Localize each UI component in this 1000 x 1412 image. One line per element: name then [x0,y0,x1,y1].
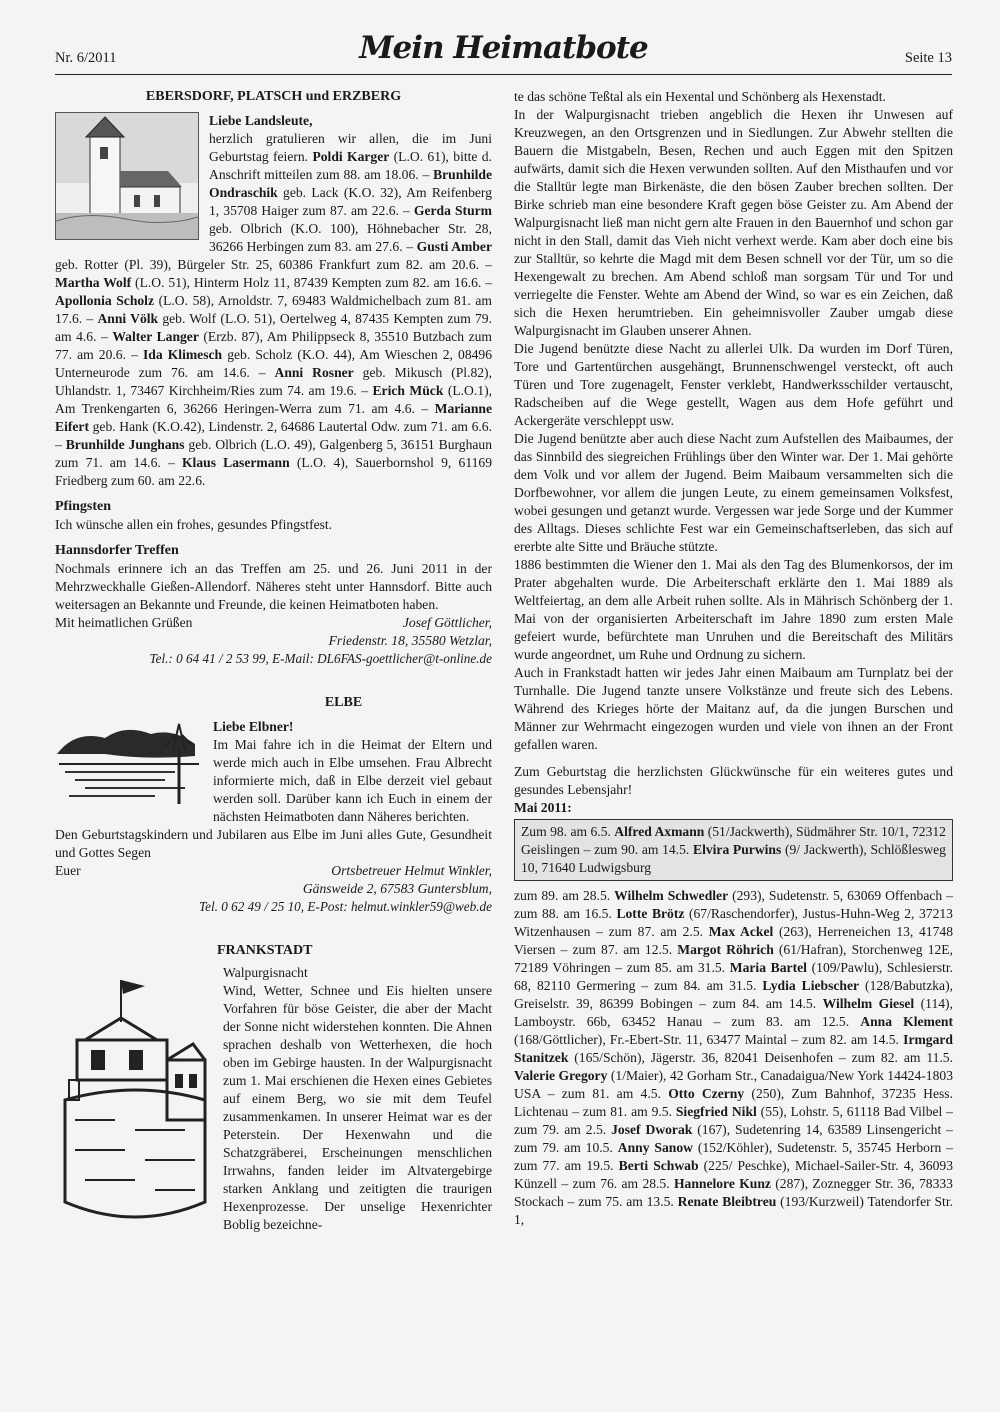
birthday-wishes-intro: Zum Geburtstag die herzlichsten Glückwünsche für ein weiteres gutes und gesundes Lebensjahr! [514,764,953,797]
page-number: Seite 13 [904,50,952,66]
section-title-hannsdorf: Hannsdorfer Treffen [55,543,179,558]
article-paragraph-5: 1886 bestimmten die Wiener den 1. Mai als den Tag des Blumenkorsos, der im Prater abgehalten wurde. Die Arbeiterschaft erklärte den 1. Mai 1889 als Weltfeiertag, an dem alle Arbeit ruhen sollte. Als in Mährisch Schönberg der 1. Mai von der organisierten Arbeiterschaft im Jahre 1890 zum ersten Male gefeiert wurde, befürchtete man Unruhen und die Bereitschaft des Militärs wurde angeordnet, um Ruhe und Ordnung zu sichern. [514,557,953,662]
highlight-box: Zum 98. am 6.5. Alfred Axmann (51/Jackwerth), Südmährer Str. 10/1, 72312 Geislingen – zum 90. am 14.5. Elvira Purwins (9/ Jackwerth), Schlößlesweg 10, 71640 Ludwigsburg [514,819,953,881]
frankstadt-text: Wind, Wetter, Schnee und Eis hielten unsere Vorfahren für böse Geister, die aber der Macht der Sonne nicht widerstehen konnten. Die Ahnen sprachen deshalb von Wetterhexen, die hoch oben im Gebirge hausten. In der Walpurgisnacht zum 1. Mai erschienen die Hexen eines Gebietes auf einem Berg, wo sie mit dem Teufel zusammenkamen. In unserer Heimat war es der Peterstein. Der Hexenwahn und die Schatzgräberei, Erscheinungen menschlichen Irrwahns, fanden leider im Altvatergebirge starken Anklang und zeitigten die traurigen Hexenprozesse. Der unselige Hexenrichter Boblig bezeichne- [223,983,492,1232]
article-paragraph-4: Die Jugend benützte aber auch diese Nacht zum Aufstellen des Maibaumes, der das Sinnbild des siegreichen Frühlings über den Winter war. Der 1. Mai gehörte dem Volk und vor allem der Jugend. Beim Maibaum versammelten sich die Dorfbewohner, vor allem die jungen Leute, zu einem gemeinsamen Volksfest, wobei gesungen und getanzt wurde. Vergessen war jede Sorge und der Kummer des Alltags. Dieses schlichte Fest war ein Gemeinschaftserleben, das sich auf ererbte alte Sitte und Bräuche stützte. [514,431,953,554]
left-column: EBERSDORF, PLATSCH und ERZBERG Liebe Landsleute, herzlich gratulieren wir allen, die im Juni Geburtstag feiern. Poldi Karger (L.O. 61), bitte d. Anschrift mitteilen zum 88. am 18.06. – Brunhilde Ondraschik geb. Lack (K.O. 32), Am Reifenberg 1, 35708 Haiger zum 87. am 22.6. – Gerda Sturm geb. Olbrich (K.O. 100), Höhnebacher Str. 28, 36266 Herbingen zum 83. am 27.6. – Gusti Amber geb. Rotter (Pl. 39), Bürgeler Str. 25, 60386 Frankfurt zum 82. am 20.6. – Martha Wolf (L.O. 51), Hinterm Holz 11, 87439 Kempten zum 82. am 16.6. – Apollonia Scholz (L.O. 58), Arnoldstr. 7, 69483 Waldmichelbach zum 81. am 17.6. – Anni Völk geb. Wolf (L.O. 51), Oertelweg 4, 87435 Kempten zum 79. am 4.6. – Walter Langer (Erzb. 87), Am Philippseck 8, 35510 Butzbach zum 77. am 20.6. – Ida Klimesch geb. Scholz (K.O. 44), Am Wieschen 2, 08496 Unterneurode zum 76. am 14.6. – Anni Rosner geb. Mikusch (Pl.82), Uhlandstr. 1, 73467 Kirchheim/Ries zum 74. am 19.6. – Erich Mück (L.O.1), Am Trenkengarten 6, 36266 Heringen-Werra zum 71. am 4.6. – Marianne Eifert geb. Hank (K.O.42), Lindenstr. 2, 64686 Lautertal Odw. zum 71. am 6.6. – Brunhilde Junghans geb. Olbrich (L.O. 49), Galgenberg 5, 36151 Burghaun zum 71. am 14.6. – Klaus Lasermann (L.O. 4), Sauerbornshol 9, 61169 Friedberg zum 60. am 22.6. Pfingsten Ich wünsche allen ein frohes, gesundes Pfingstfest. Hannsdorfer Treffen Nochmals erinnere ich an das Treffen am 25. und 26. Juni 2011 in der Mehrzweckhalle Gießen-Allendorf. Näheres steht unter Hannsdorf. Bitte auch weitersagen an Bekannte und Freunde, die keinen Heimatboten haben. Mit heimatlichen Grüßen Josef Göttlicher, Friedenstr. 18, 35580 Wetzlar, Tel.: 0 64 41 / 2 53 99, E-Mail: DL6FAS-goettlicher@t-online.de ELBE Liebe Elbner! Im Mai fahre ich in die Heimat der Eltern und werde mich auch in Elbe umsehen. Frau Albrecht informierte mich, daß in Elbe derzeit viel gebaut werden soll. Darüber kann ich Euch in einem der nächsten Heimatboten dann Näheres berichten. Den Geburtstagskindern und Jubilaren aus Elbe im Juni alles Gute, Gesundheit und Gottes Segen Euer Ortsbetreuer Helmut Winkler, Gänsweide 2, 67583 Guntersblum, Tel. 0 62 49 / 25 10, E-Post: helmut.winkler59@web.de FRANKSTADT Walpurgisnacht Wind, Wetter, Schnee und Eis hielten unsere Vorfahren für böse Geister, die aber der Macht der Sonne nicht widerstehen konnten. Die Ahnen sprachen deshalb von Wetterhexen, die hoch oben im Gebirge hausten. In der Walpurgisnacht zum 1. Mai erschienen die Hexen eines Gebietes auf einem Berg, wo sie mit dem Teufel zusammenkamen. In unserer Heimat war es der Peterstein. Der Hexenwahn und die Schatzgräberei, Erscheinungen menschlichen Irrwahns, fanden leider im Altvatergebirge starken Anklang und zeitigten die traurigen Hexenprozesse. Der unselige Hexenrichter Boblig bezeichne- [55,88,492,1242]
hannsdorf-signature: Mit heimatlichen Grüßen Josef Göttlicher, [55,615,492,630]
elbe-wishes: Den Geburtstagskindern und Jubilaren aus Elbe im Juni alles Gute, Gesundheit und Gottes Segen [55,827,492,860]
article-paragraph-1: te das schöne Teßtal als ein Hexental und Schönberg als Hexenstadt. [514,89,886,104]
section-title-pfingsten: Pfingsten [55,499,111,514]
article-paragraph-6: Auch in Frankstadt hatten wir jedes Jahr einen Maibaum am Turnplatz bei der Turnhalle. Die Jugend tanzte unsere Volkstänze und freute sich des Lebens. Während des Krieges hörte der Maitanz auf, da die jungen Burschen und Männer zur Wehrmacht eingezogen wurden und viele von ihnen an der Front gefallen waren. [514,665,953,752]
masthead-title: Mein Heimatbote [359,30,648,66]
church-illustration [55,112,199,240]
frankstadt-subtitle: Walpurgisnacht [223,965,308,980]
page-header [55,30,952,75]
salutation: Liebe Landsleute, [209,113,313,128]
right-column [514,88,953,1229]
section-title-ebersdorf: EBERSDORF, PLATSCH und ERZBERG [145,89,402,104]
birthday-list-ebersdorf: herzlich gratulieren wir allen, die im Juni Geburtstag feiern. Poldi Karger (L.O. 61), bitte d. Anschrift mitteilen zum 88. am 18.06. – Brunhilde Ondraschik geb. Lack (K.O. 32), Am Reifenberg 1, 35708 Haiger zum 87. am 22.6. – Gerda Sturm geb. Olbrich (K.O. 100), Höhnebacher Str. 28, 36266 Herbingen zum 83. am 27.6. – Gusti Amber geb. Rotter (Pl. 39), Bürgeler Str. 25, 60386 Frankfurt zum 82. am 20.6. – Martha Wolf (L.O. 51), Hinterm Holz 11, 87439 Kempten zum 82. am 16.6. – Apollonia Scholz (L.O. 58), Arnoldstr. 7, 69483 Waldmichelbach zum 81. am 17.6. – Anni Völk geb. Wolf (L.O. 51), Oertelweg 4, 87435 Kempten zum 79. am 4.6. – Walter Langer (Erzb. 87), Am Philippseck 8, 35510 Butzbach zum 77. am 20.6. – Ida Klimesch geb. Scholz (K.O. 44), Am Wieschen 2, 08496 Unterneurode zum 76. am 14.6. – Anni Rosner geb. Mikusch (Pl.82), Uhlandstr. 1, 73467 Kirchheim/Ries zum 74. am 19.6. – Erich Mück (L.O.1), Am Trenkengarten 6, 36266 Heringen-Werra zum 71. am 4.6. – Marianne Eifert geb. Hank (K.O.42), Lindenstr. 2, 64686 Lautertal Odw. zum 71. am 6.6. – Brunhilde Junghans geb. Olbrich (L.O. 49), Galgenberg 5, 36151 Burghaun zum 71. am 14.6. – Klaus Lasermann (L.O. 4), Sauerbornshol 9, 61169 Friedberg zum 60. am 22.6. [55,131,493,488]
section-title-frankstadt: FRANKSTADT [217,943,313,958]
issue-number: Nr. 6/2011 [55,50,117,66]
salutation-elbe: Liebe Elbner! [213,719,294,734]
pfingsten-text: Ich wünsche allen ein frohes, gesundes Pfingstfest. [55,517,333,532]
birthday-list-frankstadt: zum 89. am 28.5. Wilhelm Schwedler (293), Sudetenstr. 5, 63069 Offenbach – zum 88. am 16.5. Lotte Brötz (67/Raschendorfer), Justus-Huhn-Weg 2, 37213 Witzenhausen – zum 87. am 2.5. Max Ackel (263), Herreneichen 13, 41748 Viersen – zum 87. am 12.5. Margot Röhrich (61/Hafran), Storchenweg 12E, 72189 Vöhringen – zum 85. am 31.5. Maria Bartel (109/Pawlu), Schlesierstr. 68, 82110 Germering – zum 84. am 31.5. Lydia Liebscher (128/Babutzka), Greiselstr. 39, 86399 Bobingen – zum 84. am 14.5. Wilhelm Giesel (114), Lamboystr. 66b, 63452 Hanau – zum 83. am 12.5. Anna Klement (168/Göttlicher), Fr.-Ebert-Str. 11, 63477 Maintal – zum 82. am 14.5. Irmgard Stanitzek (165/Schön), Jägerstr. 36, 82041 Deisenhofen – zum 82. am 11.5. Valerie Gregory (1/Maier), 42 Gorham Str., Canadaigua/New York 14424-1803 USA – zum 81. am 4.5. Otto Czerny (250), Zum Bahnhof, 37235 Hess. Lichtenau – zum 81. am 9.5. Siegfried Nikl (55), Lohstr. 5, 61118 Bad Vilbel – zum 79. am 2.5. Josef Dworak (167), Sudetenring 14, 63589 Linsengericht – zum 79. am 10.5. Anny Sanow (152/Köhler), Sudetenstr. 5, 35745 Herborn – zum 77. am 19.5. Berti Schwab (225/ Peschke), Michael-Sailer-Str. 4, 36093 Künzell – zum 76. am 28.5. Hannelore Kunz (287), Zoznegger Str. 36, 78333 Stockach – zum 75. am 13.5. Renate Bleibtreu (193/Kurzweil) Tatendorfer Str. 1, [514,888,953,1227]
article-paragraph-3: Die Jugend benützte diese Nacht zu allerlei Ulk. Da wurden im Dorf Türen, Tore und Gartentürchen ausgehängt, Brunnenschwengel versteckt, oft auch Türen und Tore zugenagelt, Fenster verklebt, Handwerksschilder vertauscht, Radscheiben auf die Wege gestellt, Wagen aus dem Hofe geführt und Ackergeräte verschleppt usw. [514,341,953,428]
church-icon [56,113,198,239]
tower-icon [55,970,213,1238]
river-landscape-illustration [55,720,203,810]
hannsdorf-text: Nochmals erinnere ich an das Treffen am 25. und 26. Juni 2011 in der Mehrzweckhalle Gießen-Allendorf. Näheres steht unter Hannsdorf. Bitte auch weitersagen an Bekannte und Freunde, die keinen Heimatboten haben. [55,561,492,612]
month-heading: Mai 2011: [514,800,572,815]
article-paragraph-2: In der Walpurgisnacht trieben angeblich die Hexen ihr Unwesen auf Kreuzwegen, an den Ortsgrenzen und in Siedlungen. Zur Abwehr stellten die Bauern die Mistgabeln, Besen, Rechen und auch Eggen mit den Spitzen aufwärts, damit sich die Hexen verwunden sollten. Auf den Misthaufen und vor die Stalltür legte man Birkenäste, die den bösen Zauber brechen sollten. Der Birke schrieb man eine besondere Kraft gegen böse Geister zu. Am Abend der Walpurgisnacht ließ man nicht gern alte Frauen in den Bauernhof und schon gar nicht in den Stall, damit das Vieh nicht verhext werde. Kam aber doch eine bis zur Stalltür, so kehrte die Magd mit dem Besen schnell vor der Tür, um so die Hexengewalt zu brechen. Am Abend schloß man sorgsam Tür und Tor und verriegelte die Fenster. Wehte am Abend der Wind, so war es ein Zeichen, daß sich die Hexen herumtrieben. Ein geheimnisvoller Zauber umgab diese Walpurgisnacht im Glauben unserer Ahnen. [514,107,953,338]
section-title-elbe: ELBE [324,695,363,710]
castle-tower-illustration [55,970,213,1238]
landscape-icon [55,720,203,810]
elbe-text: Im Mai fahre ich in die Heimat der Eltern und werde mich auch in Elbe umsehen. Frau Albrecht informierte mich, daß in Elbe derzeit viel gebaut werden soll. Darüber kann ich Euch in einem der nächsten Heimatboten dann Näheres berichten. [213,737,492,824]
elbe-signature: Euer Ortsbetreuer Helmut Winkler, [55,863,492,878]
